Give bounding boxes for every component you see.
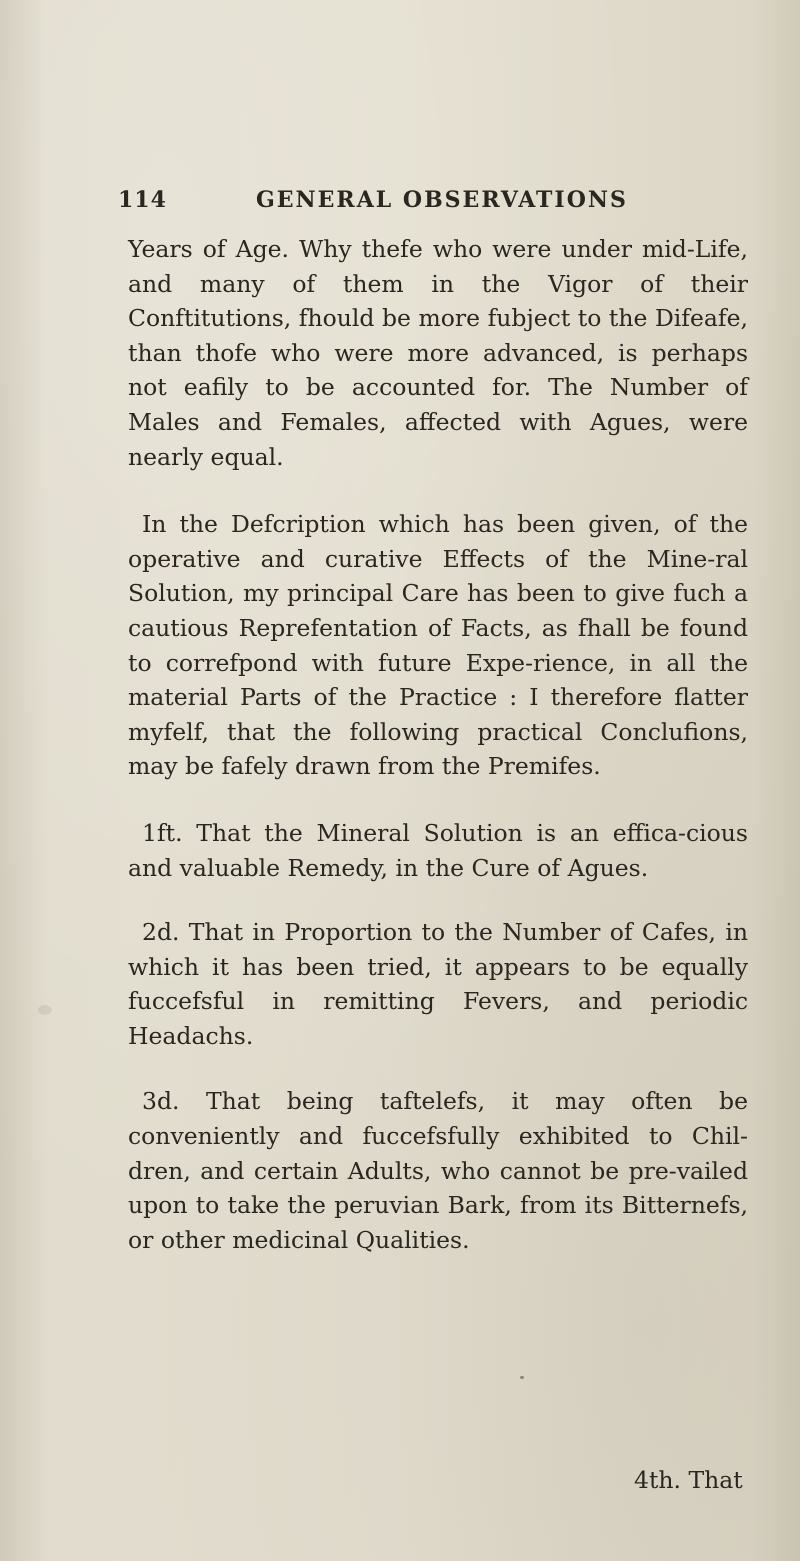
page-smudge: [38, 1005, 52, 1015]
paragraph-conclusion-2: 2d. That in Proportion to the Number of Cafes, in which it has been tried, it appears to be equally fuccefsful in remitting Fevers, and periodic Headachs.: [128, 918, 748, 1050]
page-header: [118, 187, 678, 227]
paragraph-conclusion-3: 3d. That being taftelefs, it may often be conveniently and fuccefsfully exhibited to Chil-dren, and certain Adults, who cannot be pre-vailed upon to take the peruvian Bark, from its Bitternefs, or other medicinal Qualities.: [128, 1087, 748, 1254]
paragraph-conclusion-1: 1ft. That the Mineral Solution is an effica-cious and valuable Remedy, in the Cure of Agues.: [128, 818, 748, 882]
ink-speck: [520, 1376, 524, 1379]
paragraph-description: In the Defcription which has been given, of the operative and curative Effects of the Mine-ral Solution, my principal Care has been to give fuch a cautious Reprefentation of Facts, as fhall be found to correfpond with future Expe-rience, in all the material Parts of the Practice : I therefore flatter myfelf, that the following practical Conclufions, may be fafely drawn from the Premifes.: [128, 510, 748, 781]
paragraph-years-of-age: Years of Age. Why thefe who were under mid-Life, and many of them in the Vigor of their Conftitutions, fhould be more fubject to the Difeafe, than thofe who were more advanced, is perhaps not eafily to be accounted for. The Number of Males and Females, affected with Agues, were nearly equal.: [128, 235, 748, 471]
running-title: GENERAL OBSERVATIONS: [256, 187, 628, 213]
page-number: 114: [118, 187, 167, 213]
body-text: [128, 232, 748, 1257]
catchword: 4th. That: [634, 1466, 743, 1494]
